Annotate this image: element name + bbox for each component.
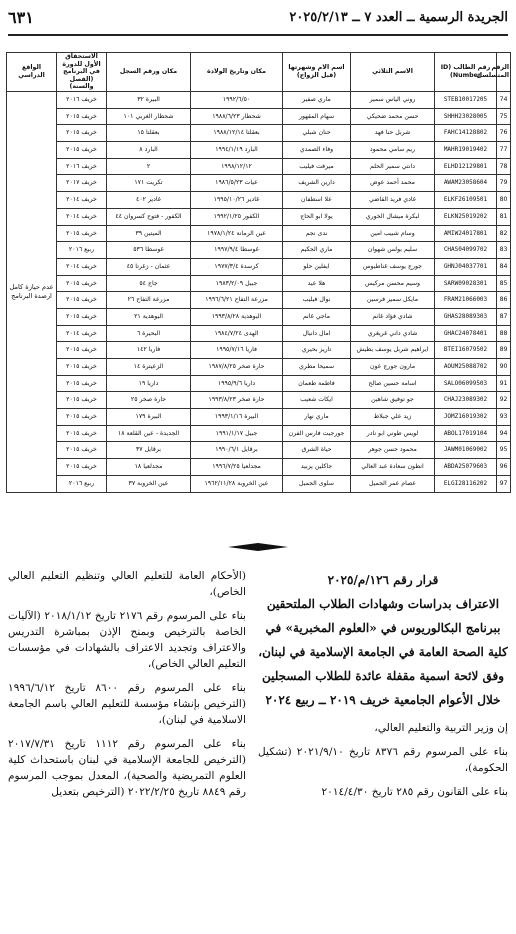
table-cell-mother: تاريز بحيري: [283, 342, 351, 359]
table-cell-name: جورج يوسف غناطيوس: [351, 258, 435, 275]
table-cell-reg: مجدلعيا ١٨: [107, 459, 191, 476]
table-cell-name: وسيم محسن مركيس: [351, 275, 435, 292]
table-cell-reg: عين الخروبة ٣٧: [107, 475, 191, 492]
table-cell-term: خريف ٢٠١٥: [57, 342, 107, 359]
table-cell-term: خريف ٢٠١٥: [57, 375, 107, 392]
table-cell-n: 94: [497, 425, 511, 442]
table-cell-n: 76: [497, 125, 511, 142]
table-row: [7, 425, 511, 442]
table-cell-term: خريف ٢٠١٤: [57, 258, 107, 275]
table-cell-reg: اليوهدية ٢١: [107, 308, 191, 325]
table-cell-mother: نوال فيليب: [283, 292, 351, 309]
paragraph: بناء على المرسوم رقم ٢١٧٦ تاريخ ٢٠١٨/١/١٢ (الآليات الخاصة بالترخيص وبمنح الإذن بمباشرة التدريس والاعتراف وتجديد الاعتراف بالشهادات في مؤسسات التعليم العالي الخاص)،: [8, 610, 246, 670]
table-cell-name: دانتي سمير الحلم: [351, 158, 435, 175]
column-header: الاستحقاق الأول للدورة في البرنامج (الفصل والسنة): [57, 53, 107, 92]
table-row: [7, 208, 511, 225]
table-row: [7, 392, 511, 409]
table-cell-name: وسام شبيب امين: [351, 225, 435, 242]
table-cell-birth: ١٩٩٨/١٢/١٢: [191, 158, 283, 175]
table-cell-mother: ماري الحكيم: [283, 242, 351, 259]
table-row: [7, 442, 511, 459]
table-cell-id: GHAS28089303: [435, 308, 497, 325]
table-cell-id: CHAS04099702: [435, 242, 497, 259]
table-body: [7, 92, 511, 493]
table-cell-term: خريف ٢٠١٥: [57, 142, 107, 159]
table-cell-id: SALO06099503: [435, 375, 497, 392]
students-table-wrapper: [6, 52, 510, 493]
table-cell-birth: مجدلعيا ١٩٩٦/٧/٢٥: [191, 459, 283, 476]
table-cell-reg: البيرة ١٧٩: [107, 409, 191, 426]
table-cell-n: 82: [497, 225, 511, 242]
table-cell-reg: حارة صخر ٢٥: [107, 392, 191, 409]
table-cell-id: CHAJ23089302: [435, 392, 497, 409]
table-cell-n: 91: [497, 375, 511, 392]
table-cell-birth: كرسدة ١٩٧٧/٣/٤: [191, 258, 283, 275]
table-cell-n: 90: [497, 359, 511, 376]
table-cell-mother: ايفلين حلو: [283, 258, 351, 275]
column-header: اسم الام وشهرتها (قبل الزواج): [283, 53, 351, 92]
table-cell-mother: ندى نجم: [283, 225, 351, 242]
table-cell-term: خريف ٢٠١٦: [57, 158, 107, 175]
table-cell-mother: ميرفت فيليب: [283, 158, 351, 175]
table-row: [7, 158, 511, 175]
table-cell-term: خريف ٢٠١٤: [57, 208, 107, 225]
table-cell-id: GHAC24078401: [435, 325, 497, 342]
table-cell-name: مارون جورج عون: [351, 359, 435, 376]
table-cell-id: GHNJ04037701: [435, 258, 497, 275]
table-cell-birth: ١٩٩٢/٦/٥٠: [191, 92, 283, 109]
table-cell-name: روني الياس سمير: [351, 92, 435, 109]
table-cell-term: خريف ٢٠١٤: [57, 325, 107, 342]
paragraph: بناء على المرسوم رقم ٨٣٧٦ تاريخ ٢٠٢١/٩/١٠ (تشكيل الحكومة)،: [258, 746, 508, 774]
table-cell-reg: غادير ٤٠٢: [107, 192, 191, 209]
table-row: [7, 242, 511, 259]
table-cell-mother: حياة الشرق: [283, 442, 351, 459]
table-cell-reg: غوسطا ٥٣٦: [107, 242, 191, 259]
table-cell-name: سليم بولس شهوان: [351, 242, 435, 259]
table-row: [7, 192, 511, 209]
table-cell-reg: بعقلتا ١٥: [107, 125, 191, 142]
table-cell-id: FAHC14128802: [435, 125, 497, 142]
page-number: ٦٣١: [8, 8, 34, 27]
table-cell-name: لبكرة ميشال الخوري: [351, 208, 435, 225]
table-cell-n: 78: [497, 158, 511, 175]
table-cell-birth: برقايل ١٩٩٠/٦/١: [191, 442, 283, 459]
decision-column: [258, 568, 508, 808]
table-cell-mother: وفاء الصمدي: [283, 142, 351, 159]
table-cell-reg: جاج ٥٤: [107, 275, 191, 292]
table-cell-birth: عين الرمانة ١٩٧٨/١/٢٤: [191, 225, 283, 242]
table-cell-n: 96: [497, 459, 511, 476]
table-row: [7, 225, 511, 242]
table-cell-reg: مزرعة التفاح ٢٦: [107, 292, 191, 309]
table-cell-birth: داريا ١٩٩٥/٩/٦: [191, 375, 283, 392]
table-cell-term: خريف ٢٠١٥: [57, 275, 107, 292]
body-columns: [8, 568, 508, 928]
table-header-row: [7, 53, 511, 92]
table-cell-n: 85: [497, 275, 511, 292]
table-cell-n: 87: [497, 308, 511, 325]
table-cell-birth: غادير ١٩٩٥/١٠/٢٦: [191, 192, 283, 209]
table-cell-birth: مزرعة التفاح ١٩٩٦/٦/٢١: [191, 292, 283, 309]
table-cell-id: ELKF26109501: [435, 192, 497, 209]
table-cell-name: محمد أحمد عوض: [351, 175, 435, 192]
table-cell-birth: عيات ١٩٨٦/٥/٢٣: [191, 175, 283, 192]
table-cell-term: خريف ٢٠١٥: [57, 308, 107, 325]
table-cell-mother: فاطمة طعمان: [283, 375, 351, 392]
table-row: [7, 292, 511, 309]
table-cell-birth: عين الخروبة ١٩٦٢/١١/٢٨: [191, 475, 283, 492]
table-row: [7, 175, 511, 192]
table-cell-reg: البيرة ٣٢: [107, 92, 191, 109]
table-cell-mother: دارين الشريف: [283, 175, 351, 192]
table-cell-id: ABOL17019104: [435, 425, 497, 442]
table-cell-reg: عثمان - زغرتا ٤٥: [107, 258, 191, 275]
table-cell-n: 74: [497, 92, 511, 109]
table-cell-id: AMIW24017801: [435, 225, 497, 242]
table-cell-n: 77: [497, 142, 511, 159]
table-cell-reg: الجديدة - عين القلعة ١٨: [107, 425, 191, 442]
table-cell-reg: الكفور - فتوح كسروان ٤٤: [107, 208, 191, 225]
table-cell-mother: جورجيت فارس الفرن: [283, 425, 351, 442]
table-cell-name: زيد علي جبلاط: [351, 409, 435, 426]
table-cell-term: خريف ٢٠١٧: [57, 175, 107, 192]
table-cell-birth: اليوهدية ١٩٩٣/٨/٢٨: [191, 308, 283, 325]
table-cell-mother: حنان شبلي: [283, 125, 351, 142]
decision-subject: الاعتراف بدراسات وشهادات الطلاب الملتحقين ببرنامج البكالوريوس في «العلوم المخبرية» في كلية الصحة العامة في الجامعة الإسلامية في لبنان، وفق لائحة اسمية مقفلة عائدة للطلاب المسجلين خلال الأعوام الجامعية خريف ٢٠١٩ ــ ربيع ٢٠٢٤: [258, 597, 508, 707]
legal-basis-column: [8, 568, 246, 808]
table-cell-n: 84: [497, 258, 511, 275]
table-cell-term: خريف ٢٠١٥: [57, 459, 107, 476]
table-cell-n: 81: [497, 208, 511, 225]
table-row: [7, 258, 511, 275]
table-cell-n: 97: [497, 475, 511, 492]
table-cell-n: 89: [497, 342, 511, 359]
table-cell-name: شربل حنا فهد: [351, 125, 435, 142]
table-cell-reg: البارد ٨: [107, 142, 191, 159]
table-cell-mother: ماري صفير: [283, 92, 351, 109]
table-cell-id: ELKN25019202: [435, 208, 497, 225]
table-cell-birth: حارة صخر ١٩٨٧/٨/٢٥: [191, 359, 283, 376]
table-cell-birth: الهدى ١٩٨٤/٧/٢٤: [191, 325, 283, 342]
table-cell-mother: سهام المقهور: [283, 108, 351, 125]
column-header: مكان ورقم السجل: [107, 53, 191, 92]
table-cell-id: ABDA25079603: [435, 459, 497, 476]
table-cell-n: 95: [497, 442, 511, 459]
table-cell-term: ربيع ٢٠١٦: [57, 475, 107, 492]
table-row: [7, 308, 511, 325]
table-cell-mother: هلا عيد: [283, 275, 351, 292]
table-cell-reg: البحيرة ٦: [107, 325, 191, 342]
table-cell-term: خريف ٢٠١٦: [57, 92, 107, 109]
table-cell-term: خريف ٢٠١٥: [57, 359, 107, 376]
table-cell-name: ايراهيم شربل يوسف بطيش: [351, 342, 435, 359]
table-cell-term: خريف ٢٠١٥: [57, 442, 107, 459]
table-cell-n: 79: [497, 175, 511, 192]
table-cell-reg: برقايل ٣٧: [107, 442, 191, 459]
paragraph: بناء على القانون رقم ٢٨٥ تاريخ ٢٠١٤/٤/٣٠: [321, 786, 508, 798]
table-row: [7, 325, 511, 342]
table-cell-term: خريف ٢٠١٥: [57, 125, 107, 142]
table-row: [7, 142, 511, 159]
table-cell-mother: سلوى الجميل: [283, 475, 351, 492]
table-cell-birth: البارد ١٩٩٤/١/١٩: [191, 142, 283, 159]
table-cell-term: ربيع ٢٠١٦: [57, 242, 107, 259]
table-cell-reg: فاريا ١٤٢: [107, 342, 191, 359]
decision-heading: [258, 568, 508, 712]
decision-title: قرار رقم ١٢٦/م/٢٠٢٥: [327, 573, 439, 587]
table-row: [7, 409, 511, 426]
table-cell-birth: فاريا ١٩٩٥/٧/١٦: [191, 342, 283, 359]
table-cell-id: BTEI16079502: [435, 342, 497, 359]
paragraph: إن وزير التربية والتعليم العالي،: [374, 722, 508, 734]
table-cell-mother: سميحا مطري: [283, 359, 351, 376]
table-row: [7, 275, 511, 292]
table-cell-n: 86: [497, 292, 511, 309]
table-cell-reg: ٢: [107, 158, 191, 175]
table-cell-id: SARW09028301: [435, 275, 497, 292]
table-cell-name: شادي داني غريغري: [351, 325, 435, 342]
table-cell-term: خريف ٢٠١٥: [57, 425, 107, 442]
table-row: [7, 342, 511, 359]
table-cell-mother: جاكلين يزبيد: [283, 459, 351, 476]
table-cell-id: FRAM21066003: [435, 292, 497, 309]
table-cell-name: ريم سامي محمود: [351, 142, 435, 159]
table-cell-name: اسامة حسين صالح: [351, 375, 435, 392]
table-cell-birth: جبيل ١٩٨٣/٢/٠٩: [191, 275, 283, 292]
table-cell-n: 88: [497, 325, 511, 342]
paragraph: بناء على المرسوم رقم ٨٦٠٠ تاريخ ١٩٩٦/٦/١٢ (الترخيص بإنشاء مؤسسة للتعليم العالي باسم الجامعة الاسلامية في لبنان)،: [8, 682, 246, 726]
table-cell-term: خريف ٢٠١٤: [57, 192, 107, 209]
publication-title: الجريدة الرسمية ــ العدد ٧ ــ ٢٠٢٥/٢/١٣: [289, 10, 508, 25]
table-cell-id: STEB10017205: [435, 92, 497, 109]
students-table: [6, 52, 511, 493]
table-cell-mother: ماري نهار: [283, 409, 351, 426]
table-cell-n: 93: [497, 409, 511, 426]
table-cell-name: مايكل سمير فرسين: [351, 292, 435, 309]
page-header: [8, 4, 508, 36]
table-cell-birth: حارة صخر ١٩٩٣/٨/٢٣: [191, 392, 283, 409]
column-header: رقم الطالب (ID Number): [435, 53, 497, 92]
table-cell-reg: الزعيترة ١٤: [107, 359, 191, 376]
table-cell-term: خريف ٢٠١٥: [57, 108, 107, 125]
table-cell-name: جو توفيق شاهين: [351, 392, 435, 409]
table-cell-n: 80: [497, 192, 511, 209]
table-cell-name: انطون سعادة عبد العالي: [351, 459, 435, 476]
column-header: الواقع الدراسي: [7, 53, 57, 92]
table-row: [7, 459, 511, 476]
table-cell-n: 92: [497, 392, 511, 409]
table-cell-id: ELGI28116202: [435, 475, 497, 492]
column-header: الاسم الثلاثي: [351, 53, 435, 92]
table-cell-reg: تكريت ١٧١: [107, 175, 191, 192]
table-row: [7, 359, 511, 376]
table-cell-id: AWAM23058604: [435, 175, 497, 192]
table-cell-birth: شحطار ١٩٨٨/٦/٢٣: [191, 108, 283, 125]
table-cell-birth: غوسطا ١٩٩٧/٩/٤: [191, 242, 283, 259]
table-cell-name: محمود حسن جوهر: [351, 442, 435, 459]
table-cell-mother: ماجي غانم: [283, 308, 351, 325]
table-cell-term: خريف ٢٠١٥: [57, 409, 107, 426]
table-cell-n: 75: [497, 108, 511, 125]
table-cell-mother: ايكات شعيب: [283, 392, 351, 409]
paragraph: (الأحكام العامة للتعليم العالي وتنظيم التعليم العالي الخاص)،: [8, 570, 246, 598]
column-header: الرقم المتسلسل: [497, 53, 511, 92]
table-cell-birth: بعقلتا ١٩٨٨/١٢/١٤: [191, 125, 283, 142]
column-header: مكان وتاريخ الولادة: [191, 53, 283, 92]
table-row: [7, 375, 511, 392]
table-row: [7, 475, 511, 492]
table-cell-term: خريف ٢٠١٥: [57, 292, 107, 309]
table-cell-n: 83: [497, 242, 511, 259]
table-cell-mother: يولا ابو الحاج: [283, 208, 351, 225]
table-cell-name: غادي فريد القاضي: [351, 192, 435, 209]
table-cell-birth: جبيل ١٩٩١/١/١٧: [191, 425, 283, 442]
table-cell-id: AOUM25088702: [435, 359, 497, 376]
table-cell-reg: الميتين ٣٩: [107, 225, 191, 242]
table-cell-id: ELHD12129801: [435, 158, 497, 175]
table-row: [7, 125, 511, 142]
table-cell-name: لويس طوني ابو نادر: [351, 425, 435, 442]
table-row: [7, 92, 511, 109]
table-row: [7, 108, 511, 125]
table-cell-mother: امال دانيال: [283, 325, 351, 342]
table-cell-reg: شحطار الغربي ١٠١: [107, 108, 191, 125]
table-cell-birth: البيرة ١٩٩٣/١/١٦: [191, 409, 283, 426]
table-cell-birth: الكفور ١٩٩٢/١/٢٥: [191, 208, 283, 225]
table-cell-id: JOMZ16019302: [435, 409, 497, 426]
paragraph: بناء على المرسوم رقم ١١١٢ تاريخ ٢٠١٧/٧/٣١ (الترخيص للجامعة الإسلامية في لبنان باستحداث كلية العلوم التمريضية والصحية)، المعدل بموجب المرسوم رقم ٨٨٤٩ تاريخ ٢٠٢٢/٢/٢٥ (الترخيص بتعديل: [8, 738, 246, 798]
table-cell-name: شادي فؤاد غانم: [351, 308, 435, 325]
table-cell-term: خريف ٢٠١٥: [57, 392, 107, 409]
section-divider: [228, 543, 288, 551]
table-cell-mother: علا اسطفان: [283, 192, 351, 209]
table-cell-id: JAWM01069002: [435, 442, 497, 459]
table-cell-name: حسن محمد ضحيكي: [351, 108, 435, 125]
table-cell-id: MAHR19019402: [435, 142, 497, 159]
table-cell-id: SHHH23028005: [435, 108, 497, 125]
academic-status-cell: عدم حيازة كامل ارصدة البرنامج: [7, 92, 57, 493]
table-cell-reg: داريا ١٩: [107, 375, 191, 392]
table-cell-term: خريف ٢٠١٥: [57, 225, 107, 242]
table-cell-name: عصام عمر الجميل: [351, 475, 435, 492]
